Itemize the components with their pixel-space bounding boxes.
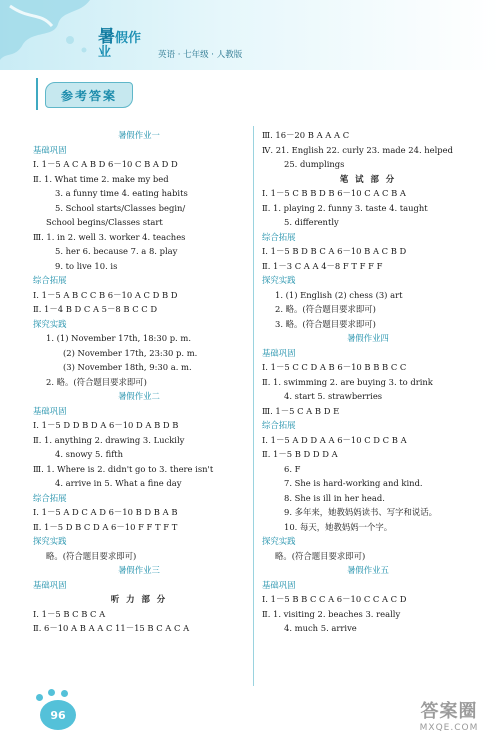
answer-line: Ⅱ. 1. swimming 2. are buying 3. to drink — [262, 376, 433, 387]
answer-line: Ⅲ. 1－5 C A B D E — [262, 405, 340, 416]
subsection-heading: 基础巩固 — [33, 405, 67, 416]
answer-line: Ⅱ. 1. anything 2. drawing 3. Luckily — [33, 434, 185, 445]
logo-big-char: 暑 — [98, 27, 115, 47]
answer-line: 5. her 6. because 7. a 8. play — [55, 246, 178, 256]
answer-line: 略。(符合题目要求即可) — [46, 550, 137, 561]
section-title: 暑假作业一 — [118, 130, 160, 140]
section-title: 暑假作业三 — [118, 565, 160, 575]
right-column — [262, 128, 474, 636]
answer-key-badge: 参考答案 — [45, 82, 133, 108]
subsection-heading: 综合拓展 — [262, 420, 296, 430]
paw-dot-icon — [61, 690, 68, 697]
answer-line: School begins/Classes start — [46, 217, 163, 227]
answer-line: 3. 略。(符合题目要求即可) — [275, 318, 376, 329]
subsection-heading: 探究实践 — [262, 536, 296, 546]
logo-text: 假作业 — [98, 31, 142, 60]
answer-line: Ⅱ. 1－5 B D D D A — [262, 449, 338, 459]
answer-line: 1. (1) November 17th, 18:30 p. m. — [46, 333, 191, 343]
answer-line: Ⅱ. 1. What time 2. make my bed — [33, 173, 169, 184]
answer-line: Ⅳ. 21. English 22. curly 23. made 24. helped — [262, 144, 453, 155]
subsection-heading: 基础巩固 — [33, 144, 67, 155]
column-divider — [253, 126, 254, 686]
page-number: 96 — [40, 700, 76, 730]
answer-line: Ⅰ. 1－5 B B C C A 6－10 C C A C D — [262, 594, 407, 604]
answer-line: 略。(符合题目要求即可) — [275, 550, 366, 561]
subsection-heading: 探究实践 — [262, 275, 296, 285]
answer-line: Ⅰ. 1－5 A C A B D 6－10 C B A D D — [33, 159, 178, 169]
logo — [98, 27, 148, 62]
part-heading: 笔 试 部 分 — [339, 173, 397, 184]
answer-line: Ⅱ. 1－3 C A A 4－8 F T F F F — [262, 260, 383, 271]
subsection-heading: 综合拓展 — [33, 492, 67, 503]
watermark-logo — [404, 697, 494, 741]
subsection-heading: 综合拓展 — [33, 275, 67, 285]
answer-line: Ⅰ. 1－5 B D B C A 6－10 B A C B D — [262, 246, 407, 256]
answer-line: Ⅱ. 1. playing 2. funny 3. taste 4. taught — [262, 202, 428, 213]
answer-line: Ⅲ. 1. in 2. well 3. worker 4. teaches — [33, 231, 186, 242]
subsection-heading: 基础巩固 — [262, 579, 296, 590]
section-title: 暑假作业五 — [347, 565, 389, 575]
answer-line: Ⅲ. 16－20 B A A A C — [262, 130, 350, 140]
answer-line: Ⅰ. 1－5 A D D A A 6－10 C D C B A — [262, 434, 407, 445]
answer-line: 8. She is ill in her head. — [284, 492, 385, 503]
answer-line: 9. to live 10. is — [55, 260, 118, 271]
answer-line: 10. 每天，她教妈妈一个字。 — [284, 521, 393, 532]
answer-line: 7. She is hard-working and kind. — [284, 478, 423, 488]
answer-line: 4. start 5. strawberries — [284, 391, 383, 401]
answer-line: Ⅱ. 1－4 B D C A 5－8 B C C D — [33, 304, 158, 314]
answer-line: 4. arrive in 5. What a fine day — [55, 478, 182, 488]
answer-line: Ⅰ. 1－5 A B C C B 6－10 A C D B D — [33, 289, 178, 300]
answer-line: 1. (1) English (2) chess (3) art — [275, 289, 403, 300]
book-subtitle: 英语 · 七年级 · 人教版 — [158, 50, 243, 60]
subsection-heading: 基础巩固 — [262, 347, 296, 358]
answer-line: (3) November 18th, 9:30 a. m. — [63, 362, 192, 372]
subsection-heading: 探究实践 — [33, 536, 67, 546]
subsection-heading: 探究实践 — [33, 318, 67, 329]
answer-line: Ⅰ. 1－5 B C B C A — [33, 608, 106, 619]
answer-line: Ⅱ. 1－5 D B C D A 6－10 F F T F T — [33, 521, 178, 532]
subsection-heading: 基础巩固 — [33, 579, 67, 590]
answer-line: Ⅰ. 1－5 C C D A B 6－10 B B B C C — [262, 362, 407, 372]
answer-line: 4. much 5. arrive — [284, 623, 357, 633]
answer-line: (2) November 17th, 23:30 p. m. — [63, 347, 198, 358]
answer-line: Ⅰ. 1－5 D D B D A 6－10 D A B D B — [33, 420, 179, 430]
answer-line: 2. 略。(符合题目要求即可) — [46, 376, 147, 387]
section-title: 暑假作业四 — [347, 333, 389, 343]
answer-line: 4. snowy 5. fifth — [55, 449, 124, 459]
left-column — [33, 128, 245, 636]
answer-line: 5. differently — [284, 217, 339, 227]
paw-dot-icon — [48, 689, 55, 696]
answer-line: 9. 多年来，她教妈妈读书、写字和说话。 — [284, 507, 438, 517]
answer-line: Ⅱ. 1. visiting 2. beaches 3. really — [262, 608, 401, 619]
section-title: 暑假作业二 — [118, 391, 160, 401]
answer-line: Ⅰ. 1－5 C B B D B 6－10 C A C B A — [262, 188, 406, 198]
watermark-line2: MXQE.COM — [419, 723, 479, 733]
answer-line: Ⅰ. 1－5 A D C A D 6－10 B D B A B — [33, 507, 178, 517]
part-heading: 听 力 部 分 — [110, 594, 168, 604]
answer-line: 6. F — [284, 463, 301, 474]
watermark-line1: 答案圈 — [420, 701, 478, 722]
answer-line: 3. a funny time 4. eating habits — [55, 188, 188, 198]
answer-line: Ⅱ. 6－10 A B A A C 11－15 B C A C A — [33, 623, 190, 633]
answer-line: 2. 略。(符合题目要求即可) — [275, 304, 376, 314]
subsection-heading: 综合拓展 — [262, 231, 296, 242]
answer-line: Ⅲ. 1. Where is 2. didn't go to 3. there isn't — [33, 463, 214, 474]
answer-line: 25. dumplings — [284, 159, 345, 169]
paw-dot-icon — [36, 694, 43, 701]
answer-line: 5. School starts/Classes begin/ — [55, 202, 186, 213]
